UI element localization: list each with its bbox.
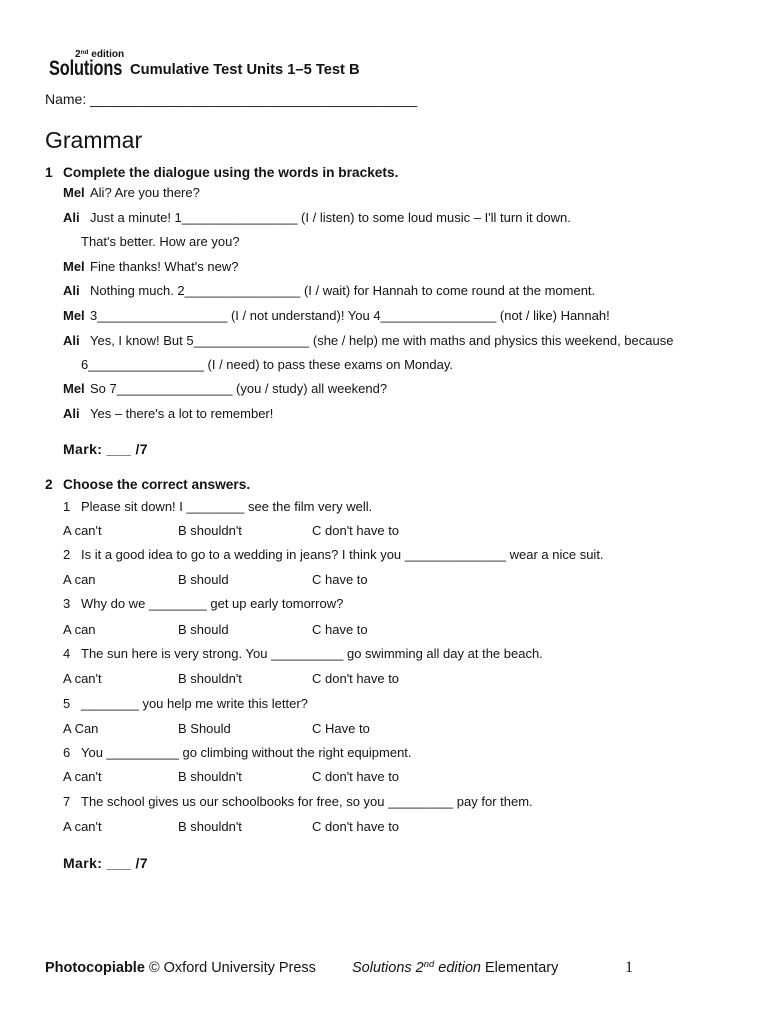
option-a: A can't (63, 523, 102, 538)
speaker: Ali (63, 210, 80, 225)
dialogue-text: Nothing much. 2________________ (I / wait) for Hannah to come round at the moment. (90, 283, 596, 298)
exercise-1-mark: Mark: ___ /7 (63, 441, 148, 457)
option-a: A can (63, 622, 96, 637)
answer-options (63, 621, 463, 639)
series-edition: edition (438, 960, 481, 976)
instruction-text: Choose the correct answers. (63, 477, 251, 492)
exercise-number: 2 (45, 477, 53, 492)
speaker: Mel (63, 308, 85, 323)
option-b: B should (178, 622, 229, 637)
speaker: Mel (63, 259, 85, 274)
question-number: 3 (63, 596, 71, 611)
speaker: Ali (63, 333, 80, 348)
test-title: Cumulative Test Units 1–5 Test B (130, 62, 360, 78)
question-number: 7 (63, 794, 71, 809)
option-b: B Should (178, 721, 231, 736)
question-text: You __________ go climbing without the right equipment. (81, 745, 412, 760)
name-label: Name: (45, 91, 87, 107)
question-number: 6 (63, 745, 71, 760)
footer-copyright (45, 958, 316, 978)
answer-options (63, 522, 463, 540)
option-c: C don't have to (312, 819, 400, 834)
exercise-number: 1 (45, 165, 53, 180)
dialogue-text: 3__________________ (I / not understand)! You 4________________ (not / like) Hannah! (90, 308, 610, 323)
photocopiable-label: Photocopiable (45, 960, 145, 976)
question-number: 5 (63, 696, 71, 711)
option-c: C don't have to (312, 769, 400, 784)
instruction-text: Complete the dialogue using the words in brackets. (63, 165, 399, 180)
name-blank: __________________________________________ (90, 91, 418, 107)
question-text: The sun here is very strong. You __________ go swimming all day at the beach. (81, 646, 543, 661)
option-b: B shouldn't (178, 671, 242, 686)
solutions-logo: Solutions (49, 57, 123, 80)
answer-options (63, 768, 463, 786)
answer-options (63, 571, 463, 589)
page-number: 1 (625, 959, 633, 976)
copyright-text: © Oxford University Press (148, 960, 316, 976)
option-a: A can't (63, 769, 102, 784)
question-number: 1 (63, 499, 71, 514)
dialogue-text: Ali? Are you there? (90, 185, 200, 200)
answer-options (63, 670, 463, 688)
option-a: A Can (63, 721, 99, 736)
dialogue-continuation: That's better. How are you? (81, 234, 240, 249)
question-text: The school gives us our schoolbooks for free, so you _________ pay for them. (81, 794, 533, 809)
option-b: B shouldn't (178, 769, 242, 784)
option-c: C have to (312, 572, 368, 587)
option-b: B shouldn't (178, 523, 242, 538)
logo-edition-suffix: nd (80, 48, 89, 56)
question-text: Is it a good idea to go to a wedding in jeans? I think you ______________ wear a nice suit. (81, 547, 604, 562)
exercise-2-mark: Mark: ___ /7 (63, 855, 148, 871)
logo-edition-word: edition (91, 49, 125, 60)
series-superscript: nd (423, 958, 435, 970)
option-a: A can't (63, 671, 102, 686)
answer-options (63, 720, 463, 738)
speaker: Mel (63, 381, 85, 396)
series-title: Solutions 2 (352, 960, 424, 976)
option-c: C don't have to (312, 671, 400, 686)
speaker: Ali (63, 406, 80, 421)
dialogue-text: Fine thanks! What's new? (90, 259, 239, 274)
name-field (45, 90, 417, 108)
dialogue-text: So 7________________ (you / study) all weekend? (90, 381, 388, 396)
logo-edition-number: 2 (75, 49, 81, 60)
speaker: Ali (63, 283, 80, 298)
series-level: Elementary (485, 960, 559, 976)
question-text: ________ you help me write this letter? (81, 696, 308, 711)
dialogue-continuation: 6________________ (I / need) to pass these exams on Monday. (81, 357, 453, 372)
footer-series (352, 958, 558, 979)
question-text: Please sit down! I ________ see the film very well. (81, 499, 373, 514)
option-c: C don't have to (312, 523, 400, 538)
answer-options (63, 818, 463, 836)
dialogue-text: Just a minute! 1________________ (I / listen) to some loud music – I'll turn it down. (90, 210, 571, 225)
option-b: B should (178, 572, 229, 587)
section-title: Grammar (45, 127, 143, 153)
dialogue-text: Yes – there's a lot to remember! (90, 406, 274, 421)
option-a: A can't (63, 819, 102, 834)
speaker: Mel (63, 185, 85, 200)
question-text: Why do we ________ get up early tomorrow? (81, 596, 344, 611)
question-number: 2 (63, 547, 71, 562)
option-b: B shouldn't (178, 819, 242, 834)
dialogue-text: Yes, I know! But 5________________ (she / help) me with maths and physics this weekend, because (90, 333, 674, 348)
option-a: A can (63, 572, 96, 587)
question-number: 4 (63, 646, 71, 661)
option-c: C have to (312, 622, 368, 637)
option-c: C Have to (312, 721, 370, 736)
